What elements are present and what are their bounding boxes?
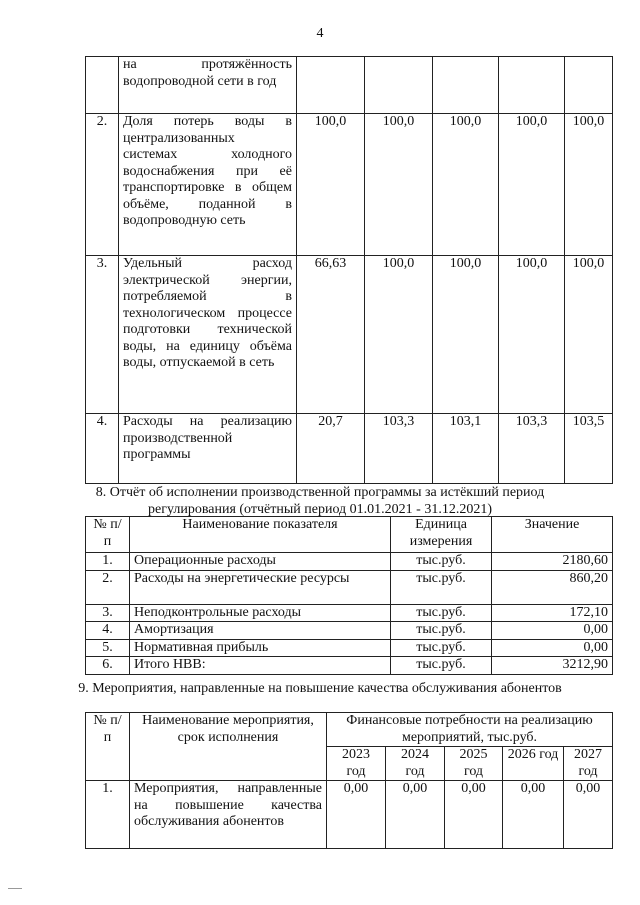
value-cell: 0,00 [492,622,613,640]
value-cell: 103,3 [365,414,433,484]
row-number: 3. [86,604,130,622]
value-cell: 3212,90 [492,657,613,675]
indicators-table [85,56,613,484]
value-cell: 100,0 [365,256,433,414]
section-9-title: 9. Мероприятия, направленные на повышение качества обслуживания абонентов [78,681,562,696]
indicator-name: Расходы на энергетические ресурсы [130,570,391,604]
unit-cell: тыс.руб. [391,639,492,657]
year-header: 2027 год [564,747,613,781]
indicator-name: Удельный расход электрической энергии, потребляемой в технологическом процессе подготовки технической воды, на единицу объёма воды, отпускаемой в сеть [119,256,297,414]
value-cell: 103,3 [499,414,565,484]
unit-cell: тыс.руб. [391,622,492,640]
row-number: 1. [86,781,130,849]
row-number: 2. [86,570,130,604]
row-number: 6. [86,657,130,675]
table-row [86,57,613,114]
report-table [85,516,613,675]
value-cell [365,57,433,114]
measure-name: Мероприятия, направленные на повышение качества обслуживания абонентов [130,781,327,849]
value-cell: 100,0 [499,114,565,256]
page-number: 4 [316,26,324,41]
value-cell: 100,0 [365,114,433,256]
table-row [86,570,613,604]
row-number: 4. [86,414,119,484]
header-value: Значение [492,517,613,553]
unit-cell: тыс.руб. [391,553,492,571]
value-cell: 0,00 [386,781,445,849]
row-number [86,57,119,114]
value-cell: 100,0 [565,256,613,414]
value-cell: 0,00 [492,639,613,657]
value-cell: 0,00 [564,781,613,849]
row-number: 4. [86,622,130,640]
value-cell: 103,5 [565,414,613,484]
value-cell [297,57,365,114]
table-row [86,604,613,622]
table-row [86,114,613,256]
table-header-row [86,517,613,553]
table-row [86,414,613,484]
table-row [86,639,613,657]
scan-mark [8,888,22,889]
year-header: 2023 год [327,747,386,781]
header-name: Наименование мероприятия, срок исполнения [130,713,327,781]
year-header: 2026 год [503,747,564,781]
table-row [86,256,613,414]
value-cell: 860,20 [492,570,613,604]
value-cell: 100,0 [297,114,365,256]
table-row [86,781,613,849]
indicator-name: Операционные расходы [130,553,391,571]
unit-cell: тыс.руб. [391,604,492,622]
indicator-name: Амортизация [130,622,391,640]
section-8-title: 8. Отчёт об исполнении производственной программы за истёкший период регулирования (отчётный период 01.01.2021 - 31.12.2021) [95,485,545,517]
table-header-row [86,713,613,747]
value-cell: 0,00 [445,781,503,849]
value-cell: 0,00 [327,781,386,849]
measures-table [85,712,613,849]
header-num: № п/п [86,713,130,781]
year-header: 2025 год [445,747,503,781]
value-cell: 172,10 [492,604,613,622]
year-header: 2024 год [386,747,445,781]
indicator-name: Доля потерь воды в централизованных системах холодного водоснабжения при её транспортировке в общем объёме, поданной в водопроводную сеть [119,114,297,256]
value-cell: 103,1 [433,414,499,484]
indicator-name: на протяжённость водопроводной сети в год [119,57,297,114]
indicator-name: Итого НВВ: [130,657,391,675]
row-number: 5. [86,639,130,657]
indicator-name: Неподконтрольные расходы [130,604,391,622]
value-cell: 0,00 [503,781,564,849]
value-cell: 100,0 [565,114,613,256]
unit-cell: тыс.руб. [391,570,492,604]
value-cell: 100,0 [499,256,565,414]
value-cell [565,57,613,114]
table-row [86,553,613,571]
indicator-name: Расходы на реализацию производственной программы [119,414,297,484]
header-unit: Единица измерения [391,517,492,553]
unit-cell: тыс.руб. [391,657,492,675]
row-number: 2. [86,114,119,256]
header-name: Наименование показателя [130,517,391,553]
value-cell: 20,7 [297,414,365,484]
value-cell [499,57,565,114]
table-row [86,657,613,675]
header-finance: Финансовые потребности на реализацию мероприятий, тыс.руб. [327,713,613,747]
indicator-name: Нормативная прибыль [130,639,391,657]
value-cell: 66,63 [297,256,365,414]
table-row [86,622,613,640]
value-cell [433,57,499,114]
row-number: 1. [86,553,130,571]
value-cell: 100,0 [433,256,499,414]
value-cell: 100,0 [433,114,499,256]
value-cell: 2180,60 [492,553,613,571]
row-number: 3. [86,256,119,414]
header-num: № п/п [86,517,130,553]
